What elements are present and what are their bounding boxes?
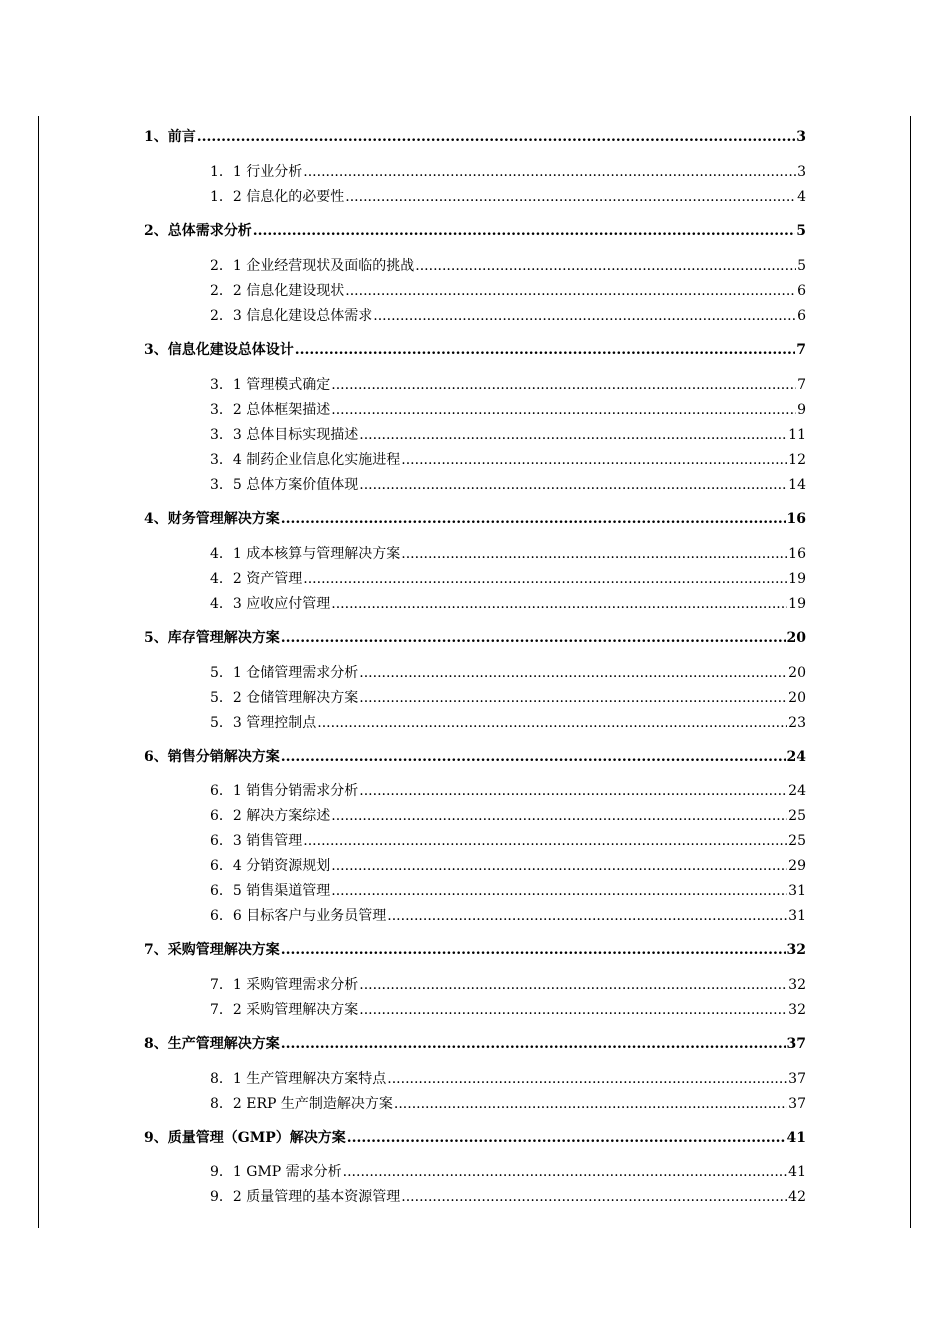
toc-entry-9[interactable] xyxy=(144,1129,806,1147)
toc-entry-label: 5．3 管理控制点 xyxy=(210,715,317,731)
toc-entry-page: 6 xyxy=(797,308,806,324)
toc-entry-page: 32 xyxy=(788,1002,806,1018)
toc-entry-label: 4、财务管理解决方案 xyxy=(144,511,280,527)
toc-entry-page: 16 xyxy=(788,546,806,562)
toc-entry-label: 3、信息化建设总体设计 xyxy=(144,342,294,358)
toc-entry-1-1[interactable] xyxy=(210,163,806,181)
toc-entry-label: 1．1 行业分析 xyxy=(210,164,303,180)
toc-entry-label: 4．1 成本核算与管理解决方案 xyxy=(210,546,401,562)
leader-dots xyxy=(303,163,796,181)
leader-dots xyxy=(281,510,786,528)
leader-dots xyxy=(387,907,787,925)
toc-entry-2-2[interactable] xyxy=(210,282,806,300)
toc-entry-page: 25 xyxy=(788,808,806,824)
leader-dots xyxy=(295,341,796,359)
toc-entry-5-3[interactable] xyxy=(210,714,806,732)
toc-entry-label: 7．1 采购管理需求分析 xyxy=(210,977,359,993)
toc-entry-page: 16 xyxy=(786,511,806,527)
toc-entry-label: 8．1 生产管理解决方案特点 xyxy=(210,1071,387,1087)
toc-entry-2[interactable] xyxy=(144,222,806,240)
toc-entry-3-3[interactable] xyxy=(210,426,806,444)
toc-entry-page: 19 xyxy=(788,596,806,612)
leader-dots xyxy=(331,857,787,875)
toc-entry-9-2[interactable] xyxy=(210,1188,806,1206)
toc-entry-page: 37 xyxy=(788,1071,806,1087)
leader-dots xyxy=(281,748,786,766)
leader-dots xyxy=(359,976,787,994)
toc-entry-label: 3．2 总体框架描述 xyxy=(210,402,331,418)
leader-dots xyxy=(359,664,787,682)
toc-entry-label: 6．2 解决方案综述 xyxy=(210,808,331,824)
toc-entry-6-6[interactable] xyxy=(210,907,806,925)
leader-dots xyxy=(343,1163,788,1181)
toc-entry-page: 3 xyxy=(796,129,806,145)
toc-entry-label: 3．3 总体目标实现描述 xyxy=(210,427,359,443)
toc-entry-page: 7 xyxy=(796,342,806,358)
toc-entry-label: 8．2 ERP 生产制造解决方案 xyxy=(210,1096,393,1112)
toc-entry-2-1[interactable] xyxy=(210,257,806,275)
toc-entry-6[interactable] xyxy=(144,748,806,766)
toc-entry-page: 12 xyxy=(788,452,806,468)
toc-entry-label: 6．4 分销资源规划 xyxy=(210,858,331,874)
toc-entry-label: 9．1 GMP 需求分析 xyxy=(210,1164,342,1180)
leader-dots xyxy=(317,714,787,732)
toc-entry-3[interactable] xyxy=(144,341,806,359)
leader-dots xyxy=(303,832,787,850)
toc-entry-page: 31 xyxy=(788,908,806,924)
leader-dots xyxy=(401,451,787,469)
toc-entry-page: 41 xyxy=(786,1130,806,1146)
toc-entry-label: 2．1 企业经营现状及面临的挑战 xyxy=(210,258,415,274)
toc-entry-label: 8、生产管理解决方案 xyxy=(144,1036,280,1052)
toc-entry-label: 6．3 销售管理 xyxy=(210,833,303,849)
toc-entry-page: 19 xyxy=(788,571,806,587)
toc-entry-page: 24 xyxy=(786,749,806,765)
toc-entry-8-1[interactable] xyxy=(210,1070,806,1088)
toc-entry-label: 6．6 目标客户与业务员管理 xyxy=(210,908,387,924)
leader-dots xyxy=(359,782,787,800)
toc-entry-label: 4．2 资产管理 xyxy=(210,571,303,587)
leader-dots xyxy=(331,595,787,613)
toc-entry-6-3[interactable] xyxy=(210,832,806,850)
toc-entry-label: 2、总体需求分析 xyxy=(144,223,252,239)
toc-entry-7-2[interactable] xyxy=(210,1001,806,1019)
toc-entry-1-2[interactable] xyxy=(210,188,806,206)
toc-entry-page: 32 xyxy=(786,942,806,958)
toc-entry-page: 5 xyxy=(797,258,806,274)
toc-entry-3-5[interactable] xyxy=(210,476,806,494)
toc-entry-page: 41 xyxy=(788,1164,806,1180)
leader-dots xyxy=(415,257,796,275)
toc-entry-page: 20 xyxy=(788,665,806,681)
toc-entry-label: 3．1 管理模式确定 xyxy=(210,377,331,393)
leader-dots xyxy=(303,570,787,588)
toc-entry-label: 6．5 销售渠道管理 xyxy=(210,883,331,899)
toc-entry-page: 20 xyxy=(788,690,806,706)
toc-entry-label: 1．2 信息化的必要性 xyxy=(210,189,345,205)
toc-entry-3-2[interactable] xyxy=(210,401,806,419)
leader-dots xyxy=(331,401,796,419)
toc-entry-label: 6、销售分销解决方案 xyxy=(144,749,280,765)
toc-entry-page: 31 xyxy=(788,883,806,899)
toc-entry-4[interactable] xyxy=(144,510,806,528)
toc-entry-page: 5 xyxy=(796,223,806,239)
toc-entry-label: 9．2 质量管理的基本资源管理 xyxy=(210,1189,401,1205)
toc-entry-8-2[interactable] xyxy=(210,1095,806,1113)
toc-entry-2-3[interactable] xyxy=(210,307,806,325)
leader-dots xyxy=(373,307,796,325)
leader-dots xyxy=(253,222,796,240)
toc-entry-label: 7、采购管理解决方案 xyxy=(144,942,280,958)
toc-entry-page: 11 xyxy=(788,427,806,443)
toc-entry-label: 1、前言 xyxy=(144,129,196,145)
toc-entry-5-2[interactable] xyxy=(210,689,806,707)
toc-entry-page: 20 xyxy=(786,630,806,646)
left-margin-rule xyxy=(38,116,39,1228)
toc-entry-page: 29 xyxy=(788,858,806,874)
right-margin-rule xyxy=(910,116,911,1228)
leader-dots xyxy=(281,1035,786,1053)
leader-dots xyxy=(345,188,796,206)
leader-dots xyxy=(347,1129,786,1147)
leader-dots xyxy=(331,882,787,900)
toc-entry-label: 5、库存管理解决方案 xyxy=(144,630,280,646)
toc-entry-8[interactable] xyxy=(144,1035,806,1053)
toc-entry-page: 32 xyxy=(788,977,806,993)
toc-entry-7-1[interactable] xyxy=(210,976,806,994)
toc-entry-3-1[interactable] xyxy=(210,376,806,394)
toc-entry-label: 5．1 仓储管理需求分析 xyxy=(210,665,359,681)
toc-entry-page: 37 xyxy=(788,1096,806,1112)
toc-entry-6-5[interactable] xyxy=(210,882,806,900)
toc-entry-3-4[interactable] xyxy=(210,451,806,469)
leader-dots xyxy=(331,807,787,825)
toc-entry-page: 14 xyxy=(788,477,806,493)
toc-entry-5[interactable] xyxy=(144,629,806,647)
toc-entry-9-1[interactable] xyxy=(210,1163,806,1181)
toc-entry-page: 42 xyxy=(788,1189,806,1205)
toc-entry-label: 5．2 仓储管理解决方案 xyxy=(210,690,359,706)
leader-dots xyxy=(359,426,787,444)
leader-dots xyxy=(401,1188,787,1206)
toc-entry-page: 25 xyxy=(788,833,806,849)
toc-entry-page: 7 xyxy=(797,377,806,393)
toc-entry-label: 3．5 总体方案价值体现 xyxy=(210,477,359,493)
toc-entry-page: 24 xyxy=(788,783,806,799)
toc-entry-6-2[interactable] xyxy=(210,807,806,825)
toc-entry-4-2[interactable] xyxy=(210,570,806,588)
toc-entry-4-1[interactable] xyxy=(210,545,806,563)
leader-dots xyxy=(345,282,796,300)
leader-dots xyxy=(359,476,787,494)
toc-entry-label: 2．2 信息化建设现状 xyxy=(210,283,345,299)
toc-entry-5-1[interactable] xyxy=(210,664,806,682)
toc-entry-page: 23 xyxy=(788,715,806,731)
toc-entry-label: 4．3 应收应付管理 xyxy=(210,596,331,612)
toc-entry-page: 37 xyxy=(786,1036,806,1052)
toc-entry-page: 3 xyxy=(797,164,806,180)
toc-entry-label: 6．1 销售分销需求分析 xyxy=(210,783,359,799)
toc-entry-4-3[interactable] xyxy=(210,595,806,613)
toc-entry-label: 7．2 采购管理解决方案 xyxy=(210,1002,359,1018)
leader-dots xyxy=(281,629,786,647)
leader-dots xyxy=(281,941,786,959)
toc-entry-label: 2．3 信息化建设总体需求 xyxy=(210,308,373,324)
leader-dots xyxy=(401,545,787,563)
toc-entry-1[interactable] xyxy=(144,128,806,146)
leader-dots xyxy=(359,1001,787,1019)
toc-entry-page: 4 xyxy=(797,189,806,205)
leader-dots xyxy=(387,1070,787,1088)
toc-entry-page: 6 xyxy=(797,283,806,299)
leader-dots xyxy=(331,376,796,394)
toc-entry-6-1[interactable] xyxy=(210,782,806,800)
leader-dots xyxy=(197,128,796,146)
toc-entry-label: 3．4 制药企业信息化实施进程 xyxy=(210,452,401,468)
toc-entry-7[interactable] xyxy=(144,941,806,959)
toc-entry-page: 9 xyxy=(797,402,806,418)
leader-dots xyxy=(394,1095,787,1113)
leader-dots xyxy=(359,689,787,707)
toc-entry-label: 9、质量管理（GMP）解决方案 xyxy=(144,1130,346,1146)
toc-entry-6-4[interactable] xyxy=(210,857,806,875)
